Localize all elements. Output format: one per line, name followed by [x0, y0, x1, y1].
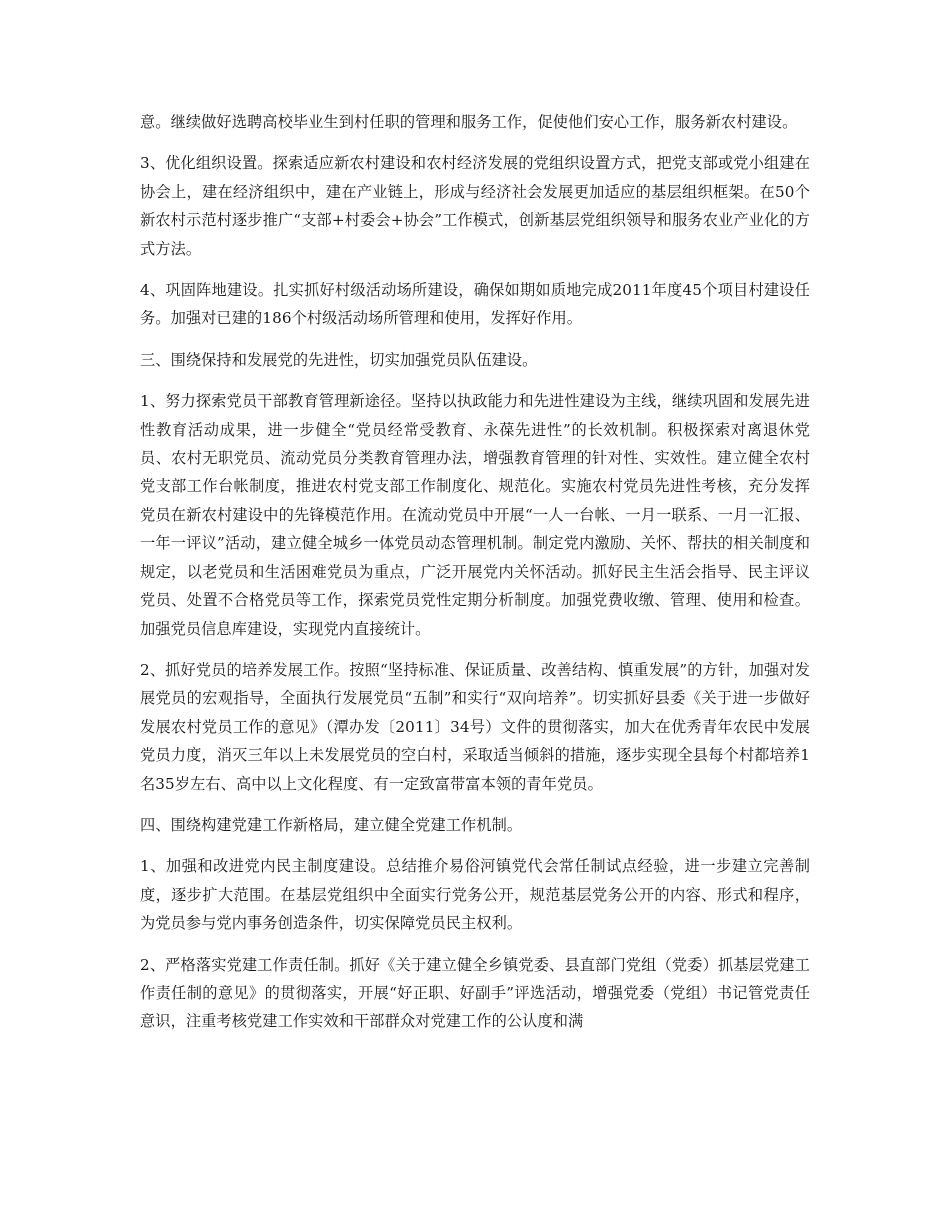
section-heading-4: 四、围绕构建党建工作新格局，建立健全党建工作机制。 [140, 815, 523, 834]
paragraph-continuation: 意。继续做好选聘高校毕业生到村任职的管理和服务工作，促使他们安心工作，服务新农村建设。 [140, 113, 798, 131]
paragraph-education-management: 1、努力探索党员干部教育管理新途径。坚持以执政能力和先进性建设为主线，继续巩固和发展先进性教育活动成果，进一步健全“党员经常受教育、永葆先进性”的长效机制。积极探索对离退休党员、农村无职党员、流动党员分类教育管理办法，增强教育管理的针对性、实效性。建立健全农村党支部工作台帐制度，推进农村党支部工作制度化、规范化。实施农村党员先进性考核，充分发挥党员在新农村建设中的先锋模范作用。在流动党员中开展“一人一台帐、一月一联系、一月一汇报、一年一评议”活动，建立健全城乡一体党员动态管理机制。制定党内激励、关怀、帮扶的相关制度和规定，以老党员和生活困难党员为重点，广泛开展党内关怀活动。抓好民主生活会指导、民主评议党员、处置不合格党员等工作，探索党员党性定期分析制度。加强党费收缴、管理、使用和检查。加强党员信息库建设，实现党内直接统计。 [140, 392, 810, 638]
section-heading-3: 三、围绕保持和发展党的先进性，切实加强党员队伍建设。 [140, 350, 538, 369]
paragraph-member-development: 2、抓好党员的培养发展工作。按照“坚持标准、保证质量、改善结构、慎重发展”的方针，加强对发展党员的宏观指导，全面执行发展党员“五制”和实行“双向培养”。切实抓好县委《关于进一步做好发展农村党员工作的意见》（潭办发〔2011〕34号）文件的贯彻落实，加大在优秀青年农民中发展党员力度，消灭三年以上未发展党员的空白村，采取适当倾斜的措施，逐步实现全县每个村都培养1名35岁左右、高中以上文化程度、有一定致富带富本领的青年党员。 [140, 660, 810, 793]
paragraph-responsibility-system: 2、严格落实党建工作责任制。抓好《关于建立健全乡镇党委、县直部门党组（党委）抓基层党建工作责任制的意见》的贯彻落实，开展“好正职、好副手”评选活动，增强党委（党组）书记管党责任意识，注重考核党建工作实效和干部群众对党建工作的公认度和满 [140, 955, 810, 1031]
paragraph-org-setup: 3、优化组织设置。探索适应新农村建设和农村经济发展的党组织设置方式，把党支部或党小组建在协会上，建在经济组织中，建在产业链上，形成与经济社会发展更加适应的基层组织框架。在50个新农村示范村逐步推广“支部+村委会+协会”工作模式，创新基层党组织领导和服务农业产业化的方式方法。 [140, 154, 810, 258]
document-page [140, 108, 810, 1049]
paragraph-position-building: 4、巩固阵地建设。扎实抓好村级活动场所建设，确保如期如质地完成2011年度45个项目村建设任务。加强对已建的186个村级活动场所管理和使用，发挥好作用。 [140, 281, 810, 328]
paragraph-inner-democracy: 1、加强和改进党内民主制度建设。总结推介易俗河镇党代会常任制试点经验，进一步建立完善制度，逐步扩大范围。在基层党组织中全面实行党务公开，规范基层党务公开的内容、形式和程序，为党员参与党内事务创造条件，切实保障党员民主权利。 [140, 857, 810, 933]
